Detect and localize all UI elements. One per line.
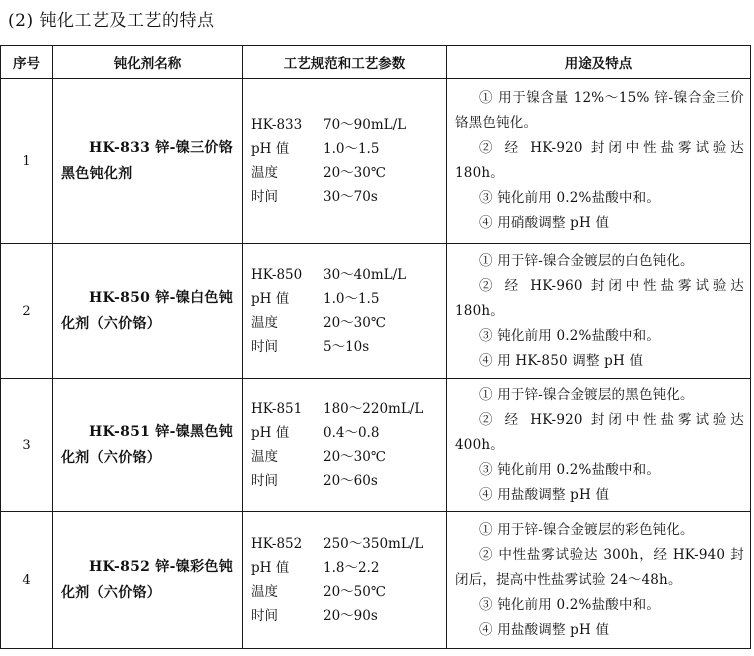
param-label: pH 值	[251, 560, 290, 576]
param-row	[251, 445, 446, 469]
use-item: ④ 用盐酸调整 pH 值	[479, 621, 610, 638]
param-label: HK-850	[251, 267, 303, 283]
param-value: 20～30℃	[323, 449, 386, 465]
param-label: HK-833	[251, 117, 303, 133]
use-item: ① 用于锌-镍合金镀层的彩色钝化。	[479, 521, 694, 538]
use-item: ③ 钝化前用 0.2%盐酸中和。	[479, 190, 661, 206]
table-row	[1, 379, 751, 512]
param-row	[251, 580, 446, 604]
agent-name-cell	[53, 79, 243, 244]
param-value: 20～60s	[323, 473, 378, 489]
param-row	[251, 185, 446, 209]
table-row	[1, 244, 751, 379]
uses-cell	[447, 244, 751, 379]
use-item: ① 用于镍含量 12%～15% 锌-镍合金三价铬黑色钝化。	[455, 90, 744, 131]
table-row	[1, 79, 751, 244]
use-item: ① 用于锌-镍合金镀层的白色钝化。	[479, 252, 694, 269]
use-item: ④ 用 HK-850 调整 pH 值	[479, 352, 644, 369]
param-label: 温度	[251, 315, 278, 331]
param-value: 30～40mL/L	[323, 267, 407, 283]
param-row	[251, 137, 446, 161]
param-row	[251, 421, 446, 445]
header-process-params: 工艺规范和工艺参数	[243, 46, 447, 79]
param-label: pH 值	[251, 141, 290, 157]
params-cell	[243, 79, 447, 244]
uses-cell	[447, 512, 751, 649]
param-value: 20～50℃	[323, 584, 386, 600]
param-value: 1.0～1.5	[323, 141, 380, 157]
section-title: (2) 钝化工艺及工艺的特点	[8, 11, 215, 31]
param-label: pH 值	[251, 425, 290, 441]
use-item: ② 中性盐雾试验达 300h，经 HK-940 封闭后，提高中性盐雾试验 24～48h。	[455, 546, 744, 588]
param-value: 250～350mL/L	[323, 536, 424, 552]
param-value: 70～90mL/L	[323, 117, 407, 133]
use-item: ① 用于锌-镍合金镀层的黑色钝化。	[479, 386, 694, 403]
use-item: ② 经 HK-920 封闭中性盐雾试验达 180h。	[455, 140, 744, 181]
param-value: 5～10s	[323, 339, 370, 355]
param-row	[251, 263, 446, 287]
param-row	[251, 161, 446, 185]
agent-name: HK-851 锌-镍黑色钝化剂（六价铬）	[61, 424, 233, 466]
param-label: 时间	[251, 608, 278, 624]
param-value: 180～220mL/L	[323, 401, 424, 417]
row-seq: 3	[1, 379, 53, 512]
table-header-row	[1, 46, 751, 79]
param-label: pH 值	[251, 291, 290, 307]
param-value: 20～90s	[323, 608, 378, 624]
param-value: 30～70s	[323, 189, 378, 205]
uses-cell	[447, 379, 751, 512]
params-cell	[243, 512, 447, 649]
param-row	[251, 113, 446, 137]
row-seq: 1	[1, 79, 53, 244]
agent-name-cell	[53, 512, 243, 649]
param-value: 1.8～2.2	[323, 560, 380, 576]
use-item: ③ 钝化前用 0.2%盐酸中和。	[479, 596, 661, 613]
param-label: HK-852	[251, 536, 303, 552]
param-row	[251, 397, 446, 421]
header-uses-features: 用途及特点	[447, 46, 751, 79]
row-seq: 4	[1, 512, 53, 649]
use-item: ② 经 HK-960 封闭中性盐雾试验达 180h。	[455, 277, 744, 319]
param-row	[251, 311, 446, 335]
use-item: ③ 钝化前用 0.2%盐酸中和。	[479, 461, 661, 478]
agent-name-cell	[53, 244, 243, 379]
param-row	[251, 287, 446, 311]
param-value: 0.4～0.8	[323, 425, 380, 441]
param-label: 温度	[251, 165, 278, 181]
param-label: 温度	[251, 584, 278, 600]
param-row	[251, 469, 446, 493]
param-label: 时间	[251, 473, 278, 489]
row-seq: 2	[1, 244, 53, 379]
header-seq: 序号	[1, 46, 53, 79]
param-row	[251, 556, 446, 580]
param-value: 20～30℃	[323, 315, 386, 331]
params-cell	[243, 379, 447, 512]
param-value: 20～30℃	[323, 165, 386, 181]
param-value: 1.0～1.5	[323, 291, 380, 307]
use-item: ② 经 HK-920 封闭中性盐雾试验达 400h。	[455, 411, 744, 453]
param-row	[251, 532, 446, 556]
param-label: HK-851	[251, 401, 303, 417]
param-row	[251, 604, 446, 628]
table-row	[1, 512, 751, 649]
agent-name: HK-833 锌-镍三价铬黑色钝化剂	[61, 140, 233, 182]
param-label: 时间	[251, 339, 278, 355]
params-cell	[243, 244, 447, 379]
uses-cell	[447, 79, 751, 244]
use-item: ④ 用盐酸调整 pH 值	[479, 486, 610, 503]
use-item: ④ 用硝酸调整 pH 值	[479, 215, 610, 231]
param-label: 时间	[251, 189, 278, 205]
use-item: ③ 钝化前用 0.2%盐酸中和。	[479, 327, 661, 344]
header-agent-name: 钝化剂名称	[53, 46, 243, 79]
agent-name-cell	[53, 379, 243, 512]
agent-name: HK-852 锌-镍彩色钝化剂（六价铬）	[61, 559, 233, 601]
passivation-process-table	[0, 45, 751, 649]
agent-name: HK-850 锌-镍白色钝化剂（六价铬）	[61, 290, 233, 332]
param-label: 温度	[251, 449, 278, 465]
param-row	[251, 335, 446, 359]
